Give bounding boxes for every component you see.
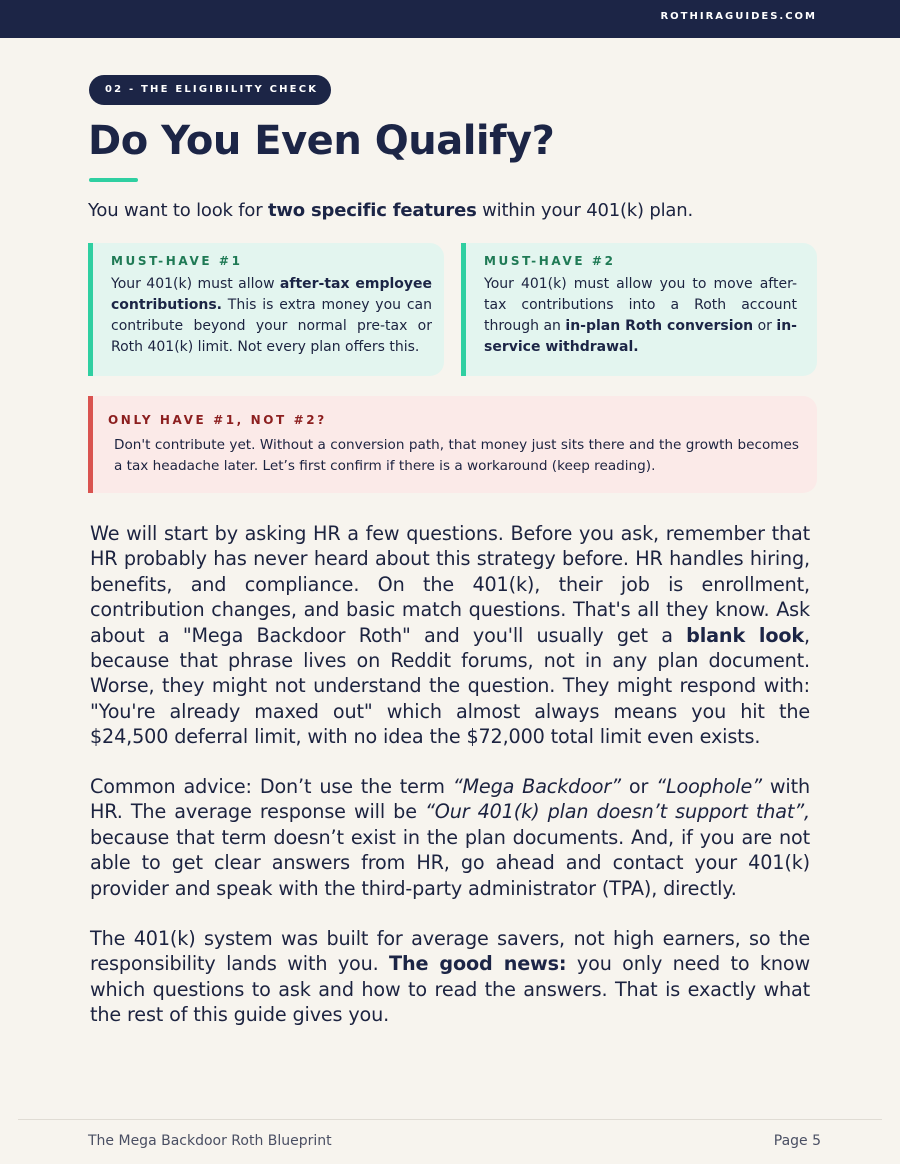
section-tag: 02 - THE ELIGIBILITY CHECK — [89, 75, 331, 105]
site-url: ROTHIRAGUIDES.COM — [660, 11, 817, 22]
warning-label: ONLY HAVE #1, NOT #2? — [108, 413, 327, 427]
body-paragraph-hr: We will start by asking HR a few questions. Before you ask, remember that HR probably has never heard about this strategy before. HR handles hiring, benefits, and compliance. On the 401(k), their job is enrollment, contribution changes, and basic match questions. That's all they know. Ask about a "Mega Backdoor Roth" and you'll usually get a blank look, because that phrase lives on Reddit forums, not in any plan document. Worse, they might not understand the question. They might respond with: "You're already maxed out" which almost always means you hit the $24,500 deferral limit, with no idea the $72,000 total limit even exists. — [90, 522, 810, 749]
must-have-2-label: MUST-HAVE #2 — [484, 254, 616, 268]
body-paragraph-advice: Common advice: Don’t use the term “Mega Backdoor” or “Loophole” with HR. The average response will be “Our 401(k) plan doesn’t support that”, because that term doesn’t exist in the plan documents. And, if you are not able to get clear answers from HR, go ahead and contact your 401(k) provider and speak with the third-party administrator (TPA), directly. — [90, 775, 810, 900]
must-have-1-text: Your 401(k) must allow after-tax employee contributions. This is extra money you can contribute beyond your normal pre-tax or Roth 401(k) limit. Not every plan offers this. — [111, 276, 432, 355]
warning-text: Don't contribute yet. Without a conversion path, that money just sits there and the growth becomes a tax headache later. Let’s first confirm if there is a workaround (keep reading). — [114, 437, 799, 474]
must-have-2-text: Your 401(k) must allow you to move after-tax contributions into a Roth account through an in-plan Roth conversion or in-service withdrawal. — [484, 276, 797, 355]
warning-card — [88, 396, 817, 493]
must-have-1-card — [88, 243, 444, 376]
footer-guide-title: The Mega Backdoor Roth Blueprint — [88, 1133, 332, 1149]
body-paragraph-good-news: The 401(k) system was built for average savers, not high earners, so the responsibility lands with you. The good news: you only need to know which questions to ask and how to read the answers. That is exactly what the rest of this guide gives you. — [90, 927, 810, 1027]
page-title: Do You Even Qualify? — [88, 118, 555, 164]
footer-divider — [18, 1119, 882, 1120]
must-have-2-card — [461, 243, 817, 376]
top-header-bar — [0, 0, 900, 38]
intro-emphasis: two specific features — [267, 200, 477, 221]
must-have-1-label: MUST-HAVE #1 — [111, 254, 243, 268]
title-underline-accent — [89, 178, 138, 182]
intro-text: You want to look for two specific features within your 401(k) plan. — [88, 200, 693, 221]
page-number: Page 5 — [773, 1133, 821, 1149]
